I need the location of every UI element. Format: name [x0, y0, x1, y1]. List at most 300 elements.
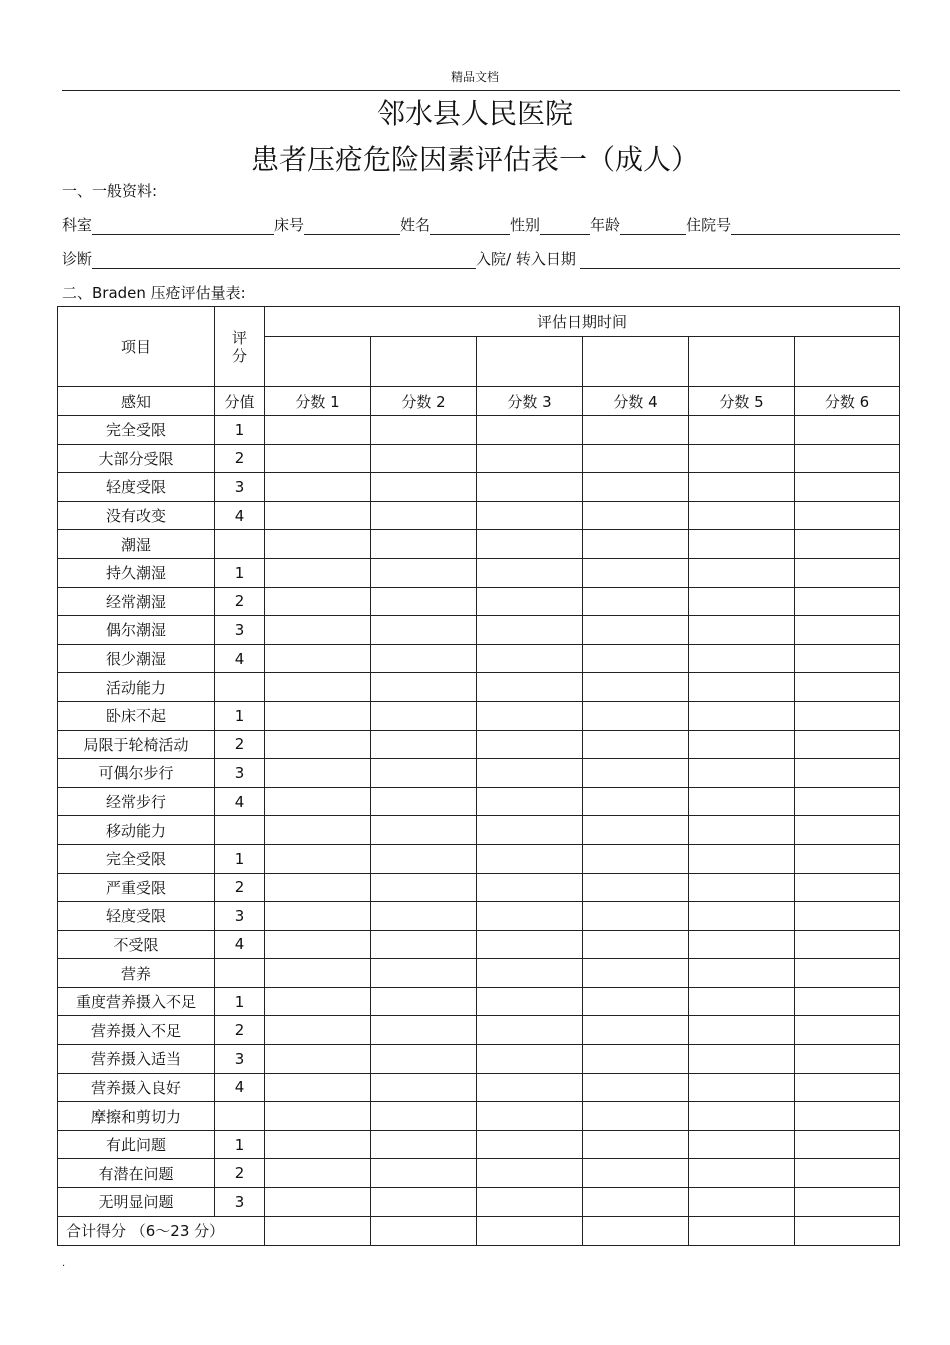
form-title: 患者压疮危险因素评估表一（成人）: [250, 143, 699, 176]
score-entry-cell[interactable]: [583, 501, 689, 530]
score-entry-cell[interactable]: [583, 844, 689, 873]
score-entry-cell[interactable]: [371, 730, 477, 759]
score-entry-cell[interactable]: [583, 959, 689, 988]
header-rule: [62, 90, 900, 91]
row-score-value: [215, 1102, 265, 1131]
score-entry-cell[interactable]: [477, 787, 583, 816]
row-label: 局限于轮椅活动: [58, 730, 215, 759]
row-label: 经常潮湿: [58, 587, 215, 616]
department-field[interactable]: [92, 216, 274, 235]
row-label: 可偶尔步行: [58, 759, 215, 788]
score-entry-cell[interactable]: [795, 501, 900, 530]
score-entry-cell[interactable]: [265, 959, 371, 988]
score-entry-cell[interactable]: [583, 759, 689, 788]
score-entry-cell[interactable]: [795, 530, 900, 559]
score-entry-cell[interactable]: [583, 1045, 689, 1074]
row-label: 摩擦和剪切力: [58, 1102, 215, 1131]
score-entry-cell[interactable]: [371, 987, 477, 1016]
score-entry-cell[interactable]: [689, 902, 795, 931]
score-entry-cell[interactable]: [795, 558, 900, 587]
score-entry-cell[interactable]: [371, 587, 477, 616]
row-label: 大部分受限: [58, 444, 215, 473]
score-entry-cell[interactable]: [477, 587, 583, 616]
score-entry-cell[interactable]: [795, 816, 900, 845]
row-label: 持久潮湿: [58, 558, 215, 587]
score-entry-cell[interactable]: [795, 930, 900, 959]
score-entry-cell[interactable]: [265, 930, 371, 959]
row-score-value: 4: [215, 501, 265, 530]
score-entry-cell[interactable]: [477, 873, 583, 902]
table-row: [58, 587, 900, 616]
score-entry-cell[interactable]: [795, 730, 900, 759]
section-general-info: 一、一般资料:: [62, 182, 158, 200]
score-entry-cell[interactable]: [583, 730, 689, 759]
score-entry-cell[interactable]: [583, 1130, 689, 1159]
row-label: 活动能力: [58, 673, 215, 702]
row-score-value: 2: [215, 873, 265, 902]
score-entry-cell[interactable]: [265, 673, 371, 702]
score-entry-cell[interactable]: [265, 530, 371, 559]
row-label: 营养摄入良好: [58, 1073, 215, 1102]
score-header-char2: 分: [231, 346, 247, 365]
score-entry-cell[interactable]: [371, 844, 477, 873]
admit-date-label: 入院/ 转入日期: [476, 250, 576, 268]
score-entry-cell[interactable]: [583, 616, 689, 645]
score-col-header-3: 分数 3: [477, 387, 583, 416]
score-entry-cell[interactable]: [265, 787, 371, 816]
row-score-value: 1: [215, 416, 265, 445]
header-note: 精品文档: [450, 70, 499, 84]
score-entry-cell[interactable]: [689, 844, 795, 873]
score-entry-cell[interactable]: [689, 501, 795, 530]
score-entry-cell[interactable]: [583, 1073, 689, 1102]
row-score-value: 1: [215, 844, 265, 873]
score-entry-cell[interactable]: [689, 473, 795, 502]
score-entry-cell[interactable]: [689, 1130, 795, 1159]
score-entry-cell[interactable]: [371, 1073, 477, 1102]
score-entry-cell[interactable]: [689, 416, 795, 445]
score-entry-cell[interactable]: [265, 987, 371, 1016]
age-field[interactable]: [620, 216, 686, 235]
score-entry-cell[interactable]: [265, 1016, 371, 1045]
table-row: [58, 816, 900, 845]
score-entry-cell[interactable]: [477, 416, 583, 445]
score-entry-cell[interactable]: [477, 1073, 583, 1102]
sex-label: 性别: [510, 216, 541, 234]
score-entry-cell[interactable]: [371, 1188, 477, 1217]
table-row: [58, 987, 900, 1016]
admit-date-field[interactable]: [580, 250, 900, 269]
table-row: [58, 473, 900, 502]
table-row: [58, 1102, 900, 1131]
score-entry-cell[interactable]: [371, 473, 477, 502]
score-entry-cell[interactable]: [371, 1045, 477, 1074]
bed-label: 床号: [274, 216, 305, 234]
score-entry-cell[interactable]: [477, 1130, 583, 1159]
age-label: 年龄: [590, 216, 621, 234]
score-entry-cell[interactable]: [265, 844, 371, 873]
score-entry-cell[interactable]: [265, 759, 371, 788]
date-cell-5[interactable]: [689, 337, 795, 387]
score-entry-cell[interactable]: [689, 816, 795, 845]
score-entry-cell[interactable]: [689, 930, 795, 959]
score-entry-cell[interactable]: [477, 701, 583, 730]
row-score-value: 1: [215, 701, 265, 730]
table-row: [58, 1016, 900, 1045]
score-entry-cell[interactable]: [689, 558, 795, 587]
score-entry-cell[interactable]: [583, 701, 689, 730]
date-cell-1[interactable]: [265, 337, 371, 387]
row-score-value: 3: [215, 1045, 265, 1074]
score-col-header-6: 分数 6: [795, 387, 900, 416]
score-entry-cell[interactable]: [265, 1102, 371, 1131]
score-entry-cell[interactable]: [583, 644, 689, 673]
score-entry-cell[interactable]: [795, 1102, 900, 1131]
score-value-header: 分值: [215, 387, 265, 416]
score-entry-cell[interactable]: [265, 616, 371, 645]
score-entry-cell[interactable]: [583, 473, 689, 502]
row-score-value: 2: [215, 1159, 265, 1188]
score-entry-cell[interactable]: [265, 1130, 371, 1159]
score-entry-cell[interactable]: [477, 1188, 583, 1217]
row-score-value: 3: [215, 902, 265, 931]
row-label: 潮湿: [58, 530, 215, 559]
score-col-header-5: 分数 5: [689, 387, 795, 416]
row-label: 轻度受限: [58, 473, 215, 502]
row-score-value: 3: [215, 473, 265, 502]
score-entry-cell[interactable]: [795, 1016, 900, 1045]
row-label: 营养摄入不足: [58, 1016, 215, 1045]
score-entry-cell[interactable]: [371, 416, 477, 445]
row-score-value: [215, 673, 265, 702]
score-entry-cell[interactable]: [583, 873, 689, 902]
score-entry-cell[interactable]: [371, 673, 477, 702]
score-entry-cell[interactable]: [795, 959, 900, 988]
score-entry-cell[interactable]: [689, 959, 795, 988]
date-cell-2[interactable]: [371, 337, 477, 387]
score-entry-cell[interactable]: [689, 644, 795, 673]
score-entry-cell[interactable]: [689, 1073, 795, 1102]
score-entry-cell[interactable]: [795, 1130, 900, 1159]
score-entry-cell[interactable]: [689, 730, 795, 759]
table-row: [58, 730, 900, 759]
score-entry-cell[interactable]: [265, 416, 371, 445]
score-entry-cell[interactable]: [265, 1073, 371, 1102]
score-entry-cell[interactable]: [265, 587, 371, 616]
table-row: [58, 530, 900, 559]
row-label: 没有改变: [58, 501, 215, 530]
row-label: 偶尔潮湿: [58, 616, 215, 645]
score-entry-cell[interactable]: [265, 473, 371, 502]
table-row: [58, 759, 900, 788]
score-entry-cell[interactable]: [477, 1159, 583, 1188]
score-entry-cell[interactable]: [371, 1159, 477, 1188]
score-entry-cell[interactable]: [583, 673, 689, 702]
score-entry-cell[interactable]: [583, 1102, 689, 1131]
date-cell-3[interactable]: [477, 337, 583, 387]
total-score-cell[interactable]: [795, 1216, 900, 1245]
score-entry-cell[interactable]: [689, 1188, 795, 1217]
score-entry-cell[interactable]: [265, 902, 371, 931]
score-entry-cell[interactable]: [477, 1016, 583, 1045]
score-entry-cell[interactable]: [583, 902, 689, 931]
score-col-header-2: 分数 2: [371, 387, 477, 416]
score-entry-cell[interactable]: [371, 644, 477, 673]
score-entry-cell[interactable]: [689, 701, 795, 730]
score-entry-cell[interactable]: [583, 444, 689, 473]
row-label: 完全受限: [58, 844, 215, 873]
score-entry-cell[interactable]: [689, 616, 795, 645]
department-label: 科室: [62, 216, 93, 234]
item-header: 项目: [58, 307, 215, 387]
score-entry-cell[interactable]: [477, 844, 583, 873]
score-entry-cell[interactable]: [477, 1045, 583, 1074]
score-header: [215, 307, 265, 387]
category-perception: 感知: [58, 387, 215, 416]
table-row: [58, 673, 900, 702]
row-score-value: 2: [215, 1016, 265, 1045]
row-label: 卧床不起: [58, 701, 215, 730]
row-label: 很少潮湿: [58, 644, 215, 673]
row-label: 轻度受限: [58, 902, 215, 931]
score-entry-cell[interactable]: [795, 644, 900, 673]
table-row: [58, 558, 900, 587]
admission-no-field[interactable]: [731, 216, 900, 235]
row-label: 营养摄入适当: [58, 1045, 215, 1074]
score-entry-cell[interactable]: [795, 987, 900, 1016]
row-score-value: 3: [215, 1188, 265, 1217]
score-entry-cell[interactable]: [795, 473, 900, 502]
row-label: 不受限: [58, 930, 215, 959]
row-score-value: [215, 816, 265, 845]
table-row: [58, 902, 900, 931]
score-entry-cell[interactable]: [583, 930, 689, 959]
score-col-header-4: 分数 4: [583, 387, 689, 416]
hospital-name: 邻水县人民医院: [376, 97, 573, 130]
score-entry-cell[interactable]: [477, 816, 583, 845]
score-entry-cell[interactable]: [371, 616, 477, 645]
table-row: [58, 1130, 900, 1159]
row-score-value: 3: [215, 616, 265, 645]
score-entry-cell[interactable]: [265, 873, 371, 902]
score-entry-cell[interactable]: [689, 444, 795, 473]
table-row: [58, 501, 900, 530]
score-entry-cell[interactable]: [689, 1102, 795, 1131]
score-entry-cell[interactable]: [689, 759, 795, 788]
total-label: 合计得分 （6～23 分）: [58, 1216, 265, 1245]
row-score-value: 3: [215, 759, 265, 788]
score-entry-cell[interactable]: [477, 558, 583, 587]
score-entry-cell[interactable]: [265, 644, 371, 673]
score-entry-cell[interactable]: [795, 416, 900, 445]
info-row-2: [62, 248, 900, 269]
table-row: [58, 701, 900, 730]
row-label: 无明显问题: [58, 1188, 215, 1217]
score-entry-cell[interactable]: [689, 1159, 795, 1188]
score-entry-cell[interactable]: [265, 816, 371, 845]
score-entry-cell[interactable]: [371, 701, 477, 730]
score-entry-cell[interactable]: [583, 816, 689, 845]
score-header-char1: 评: [231, 328, 247, 347]
score-entry-cell[interactable]: [689, 1045, 795, 1074]
row-label: 重度营养摄入不足: [58, 987, 215, 1016]
table-row: [58, 444, 900, 473]
score-entry-cell[interactable]: [583, 587, 689, 616]
score-entry-cell[interactable]: [477, 444, 583, 473]
table-row: [58, 787, 900, 816]
row-score-value: 1: [215, 987, 265, 1016]
braden-table: [57, 306, 900, 1246]
score-entry-cell[interactable]: [265, 444, 371, 473]
score-entry-cell[interactable]: [477, 930, 583, 959]
score-entry-cell[interactable]: [371, 816, 477, 845]
total-score-cell[interactable]: [371, 1216, 477, 1245]
score-entry-cell[interactable]: [265, 1045, 371, 1074]
row-score-value: 4: [215, 1073, 265, 1102]
table-row: [58, 959, 900, 988]
table-row: [58, 644, 900, 673]
score-entry-cell[interactable]: [371, 873, 477, 902]
score-entry-cell[interactable]: [795, 787, 900, 816]
score-entry-cell[interactable]: [689, 787, 795, 816]
score-entry-cell[interactable]: [371, 959, 477, 988]
score-entry-cell[interactable]: [795, 673, 900, 702]
score-entry-cell[interactable]: [689, 1016, 795, 1045]
footer-mark: .: [62, 1258, 66, 1269]
score-entry-cell[interactable]: [371, 501, 477, 530]
total-score-cell[interactable]: [265, 1216, 371, 1245]
table-row: [58, 416, 900, 445]
score-entry-cell[interactable]: [689, 987, 795, 1016]
score-entry-cell[interactable]: [795, 1188, 900, 1217]
row-score-value: 4: [215, 787, 265, 816]
score-entry-cell[interactable]: [371, 759, 477, 788]
date-header: 评估日期时间: [265, 307, 900, 337]
score-entry-cell[interactable]: [477, 501, 583, 530]
table-row: [58, 873, 900, 902]
score-entry-cell[interactable]: [371, 444, 477, 473]
row-label: 严重受限: [58, 873, 215, 902]
name-field[interactable]: [430, 216, 510, 235]
score-entry-cell[interactable]: [689, 873, 795, 902]
score-entry-cell[interactable]: [477, 959, 583, 988]
score-entry-cell[interactable]: [477, 644, 583, 673]
date-cell-6[interactable]: [795, 337, 900, 387]
score-entry-cell[interactable]: [795, 616, 900, 645]
table-row: [58, 1073, 900, 1102]
row-label: 有此问题: [58, 1130, 215, 1159]
row-score-value: 1: [215, 1130, 265, 1159]
score-entry-cell[interactable]: [583, 1159, 689, 1188]
score-entry-cell[interactable]: [477, 616, 583, 645]
total-score-cell[interactable]: [689, 1216, 795, 1245]
score-entry-cell[interactable]: [371, 558, 477, 587]
score-entry-cell[interactable]: [477, 902, 583, 931]
section-braden: 二、Braden 压疮评估量表:: [62, 284, 246, 302]
score-entry-cell[interactable]: [795, 1159, 900, 1188]
diagnosis-field[interactable]: [92, 250, 476, 269]
bed-field[interactable]: [304, 216, 400, 235]
row-label: 完全受限: [58, 416, 215, 445]
score-entry-cell[interactable]: [477, 730, 583, 759]
score-entry-cell[interactable]: [795, 1073, 900, 1102]
score-entry-cell[interactable]: [689, 587, 795, 616]
score-entry-cell[interactable]: [477, 1102, 583, 1131]
score-entry-cell[interactable]: [795, 587, 900, 616]
row-score-value: [215, 959, 265, 988]
score-entry-cell[interactable]: [583, 1188, 689, 1217]
table-row: [58, 844, 900, 873]
score-entry-cell[interactable]: [371, 930, 477, 959]
score-entry-cell[interactable]: [795, 444, 900, 473]
table-row: [58, 616, 900, 645]
row-label: 营养: [58, 959, 215, 988]
row-label: 经常步行: [58, 787, 215, 816]
score-entry-cell[interactable]: [689, 673, 795, 702]
score-entry-cell[interactable]: [583, 1016, 689, 1045]
score-entry-cell[interactable]: [265, 1159, 371, 1188]
score-entry-cell[interactable]: [477, 530, 583, 559]
score-entry-cell[interactable]: [371, 902, 477, 931]
row-score-value: 2: [215, 730, 265, 759]
date-cell-4[interactable]: [583, 337, 689, 387]
score-entry-cell[interactable]: [265, 501, 371, 530]
name-label: 姓名: [400, 216, 431, 234]
total-score-cell[interactable]: [583, 1216, 689, 1245]
score-entry-cell[interactable]: [371, 1016, 477, 1045]
diagnosis-label: 诊断: [62, 250, 93, 268]
table-row: [58, 930, 900, 959]
score-entry-cell[interactable]: [795, 844, 900, 873]
total-score-cell[interactable]: [477, 1216, 583, 1245]
score-entry-cell[interactable]: [795, 759, 900, 788]
row-score-value: 1: [215, 558, 265, 587]
row-score-value: 4: [215, 930, 265, 959]
admission-no-label: 住院号: [686, 216, 732, 234]
score-entry-cell[interactable]: [689, 530, 795, 559]
score-col-header-1: 分数 1: [265, 387, 371, 416]
row-score-value: 2: [215, 587, 265, 616]
score-entry-cell[interactable]: [371, 1130, 477, 1159]
score-entry-cell[interactable]: [583, 416, 689, 445]
score-entry-cell[interactable]: [583, 987, 689, 1016]
score-entry-cell[interactable]: [371, 787, 477, 816]
row-score-value: 2: [215, 444, 265, 473]
score-entry-cell[interactable]: [371, 530, 477, 559]
row-label: 移动能力: [58, 816, 215, 845]
score-entry-cell[interactable]: [477, 673, 583, 702]
score-entry-cell[interactable]: [583, 787, 689, 816]
info-row-1: [62, 214, 900, 235]
score-entry-cell[interactable]: [477, 473, 583, 502]
score-entry-cell[interactable]: [795, 1045, 900, 1074]
score-entry-cell[interactable]: [583, 558, 689, 587]
sex-field[interactable]: [540, 216, 590, 235]
row-score-value: 4: [215, 644, 265, 673]
score-entry-cell[interactable]: [477, 987, 583, 1016]
score-entry-cell[interactable]: [477, 759, 583, 788]
score-entry-cell[interactable]: [795, 902, 900, 931]
table-row: [58, 1159, 900, 1188]
score-entry-cell[interactable]: [795, 873, 900, 902]
score-entry-cell[interactable]: [265, 1188, 371, 1217]
score-entry-cell[interactable]: [583, 530, 689, 559]
score-entry-cell[interactable]: [265, 558, 371, 587]
score-entry-cell[interactable]: [371, 1102, 477, 1131]
score-entry-cell[interactable]: [265, 730, 371, 759]
score-entry-cell[interactable]: [265, 701, 371, 730]
score-entry-cell[interactable]: [795, 701, 900, 730]
